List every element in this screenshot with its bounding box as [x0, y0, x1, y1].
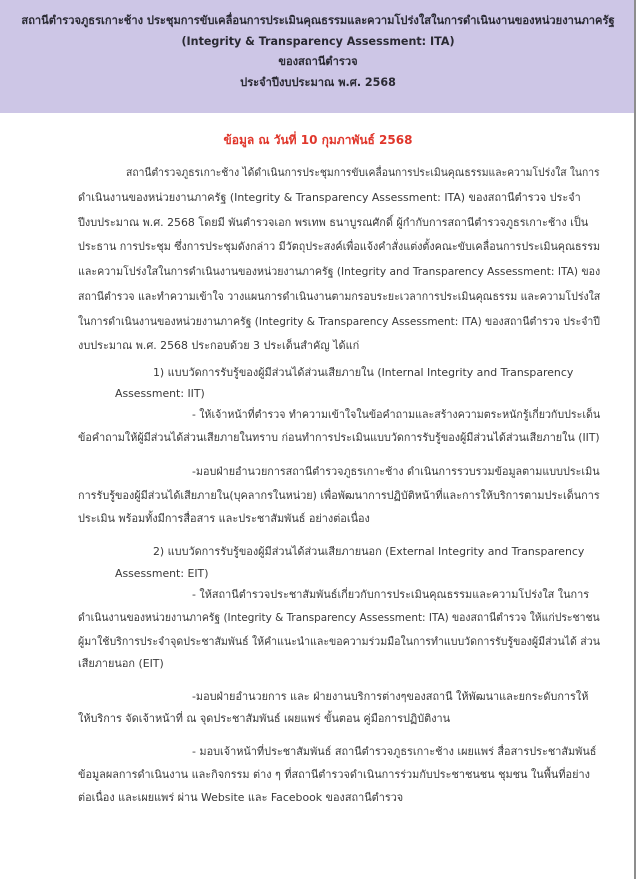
section1-item-b: ประเมิน พร้อมทั้งมีการสื่อสาร และประชาสัมพันธ์ อย่างต่อเนื่อง — [78, 512, 370, 525]
header-fiscal-year: ประจำปีงบประมาณ พ.ศ. 2568 — [240, 75, 396, 89]
section2-item-b: -มอบฝ่ายอำนวยการ และ ฝ่ายงานบริการต่างๆของสถานี ให้พัฒนาและยกระดับการให้ — [192, 690, 589, 703]
intro-line: ประธาน การประชุม ซึ่งการประชุมดังกล่าว มีวัตถุประสงค์เพื่อแจ้งคำสั่งแต่งตั้งคณะขับเคลื่อนการประเมินคุณธรรม — [78, 240, 601, 253]
section2-item-a: ดำเนินงานของหน่วยงานภาครัฐ (Integrity & Transparency Assessment: ITA) ของสถานีตำรวจ ให้แก่ประชาชน — [78, 611, 600, 624]
section2-title: 2) แบบวัดการรับรู้ของผู้มีส่วนได้ส่วนเสียภายนอก (External Integrity and Transparency — [153, 545, 585, 558]
date-line: ข้อมูล ณ วันที่ 10 กุมภาพันธ์ 2568 — [223, 133, 413, 147]
section2-item-a: - ให้สถานีตำรวจประชาสัมพันธ์เกี่ยวกับการประเมินคุณธรรมและความโปร่งใส ในการ — [192, 588, 590, 601]
intro-line: ปีงบประมาณ พ.ศ. 2568 โดยมี พันตำรวจเอก พรเทพ ธนาบูรณศักดิ์ ผู้กำกับการสถานีตำรวจภูธรเกาะช้าง เป็น — [78, 216, 589, 229]
section1-item-a: ข้อคำถามให้ผู้มีส่วนได้ส่วนเสียภายในทราบ ก่อนทำการประเมินแบบวัดการรับรู้ของผู้มีส่วนได้ส่วนเสียภายใน (IIT) — [78, 431, 600, 444]
section2-item-c: ต่อเนื่อง และเผยแพร่ ผ่าน Website และ Facebook ของสถานีตำรวจ — [78, 791, 404, 804]
intro-line: สถานีตำรวจภูธรเกาะช้าง ได้ดำเนินการประชุมการขับเคลื่อนการประเมินคุณธรรมและความโปร่งใส ในการ — [126, 166, 600, 179]
intro-line: ในการดำเนินงานของหน่วยงานภาครัฐ (Integrity & Transparency Assessment: ITA) ของสถานีตำรวจ ประจำปี — [78, 315, 600, 328]
header-title: สถานีตำรวจภูธรเกาะช้าง ประชุมการขับเคลื่อนการประเมินคุณธรรมและความโปร่งใสในการดำเนินงานของหน่วยงานภาครัฐ — [21, 14, 615, 27]
intro-line: สถานีตำรวจ และทำความเข้าใจ วางแผนการดำเนินงานตามกรอบระยะเวลาการประเมินคุณธรรม และความโปร่งใส — [78, 290, 601, 303]
intro-line: และความโปร่งใสในการดำเนินงานของหน่วยงานภาครัฐ (Integrity and Transparency Assessment: ITA) ของ — [78, 265, 601, 278]
section1-item-b: การรับรู้ของผู้มีส่วนได้เสียภายใน(บุคลากรในหน่วย) เพื่อพัฒนาการปฏิบัติหน้าที่และการให้บริการตามประเด็นการ — [78, 489, 600, 502]
section2-item-a: ผู้มาใช้บริการประจำจุดประชาสัมพันธ์ ให้คำแนะนำและขอความร่วมมือในการทำแบบวัดการรับรู้ของผู้มีส่วนได้ ส่วน — [78, 635, 600, 648]
section2-item-b: ให้บริการ จัดเจ้าหน้าที่ ณ จุดประชาสัมพันธ์ เผยแพร่ ขั้นตอน คู่มือการปฏิบัติงาน — [78, 712, 451, 725]
header-unit: ของสถานีตำรวจ — [278, 55, 358, 68]
intro-line: ดำเนินงานของหน่วยงานภาครัฐ (Integrity & Transparency Assessment: ITA) ของสถานีตำรวจ ประจำ — [78, 191, 581, 204]
section2-item-c: ข้อมูลผลการดำเนินงาน และกิจกรรม ต่าง ๆ ที่สถานีตำรวจดำเนินการร่วมกับประชาชนชน ชุมชน ในพื้นที่อย่าง — [78, 768, 590, 781]
section2-item-c: - มอบเจ้าหน้าที่ประชาสัมพันธ์ สถานีตำรวจภูธรเกาะช้าง เผยแพร่ สื่อสารประชาสัมพันธ์ — [192, 745, 597, 758]
section1-item-a: - ให้เจ้าหน้าที่ตำรวจ ทำความเข้าใจในข้อคำถามและสร้างความตระหนักรู้เกี่ยวกับประเด็น — [192, 408, 601, 421]
document-header — [0, 0, 636, 113]
section1-item-b: -มอบฝ่ายอำนวยการสถานีตำรวจภูธรเกาะช้าง ดำเนินการรวบรวมข้อมูลตามแบบประเมิน — [192, 465, 600, 478]
header-subtitle: (Integrity & Transparency Assessment: ITA) — [181, 34, 455, 48]
section1-title-cont: Assessment: IIT) — [115, 387, 205, 400]
section1-title: 1) แบบวัดการรับรู้ของผู้มีส่วนได้ส่วนเสียภายใน (Internal Integrity and Transparency — [153, 366, 574, 379]
section2-title-cont: Assessment: EIT) — [115, 567, 209, 580]
intro-line: งบประมาณ พ.ศ. 2568 ประกอบด้วย 3 ประเด็นสำคัญ ได้แก่ — [78, 339, 360, 352]
section2-item-a: เสียภายนอก (EIT) — [78, 657, 164, 670]
